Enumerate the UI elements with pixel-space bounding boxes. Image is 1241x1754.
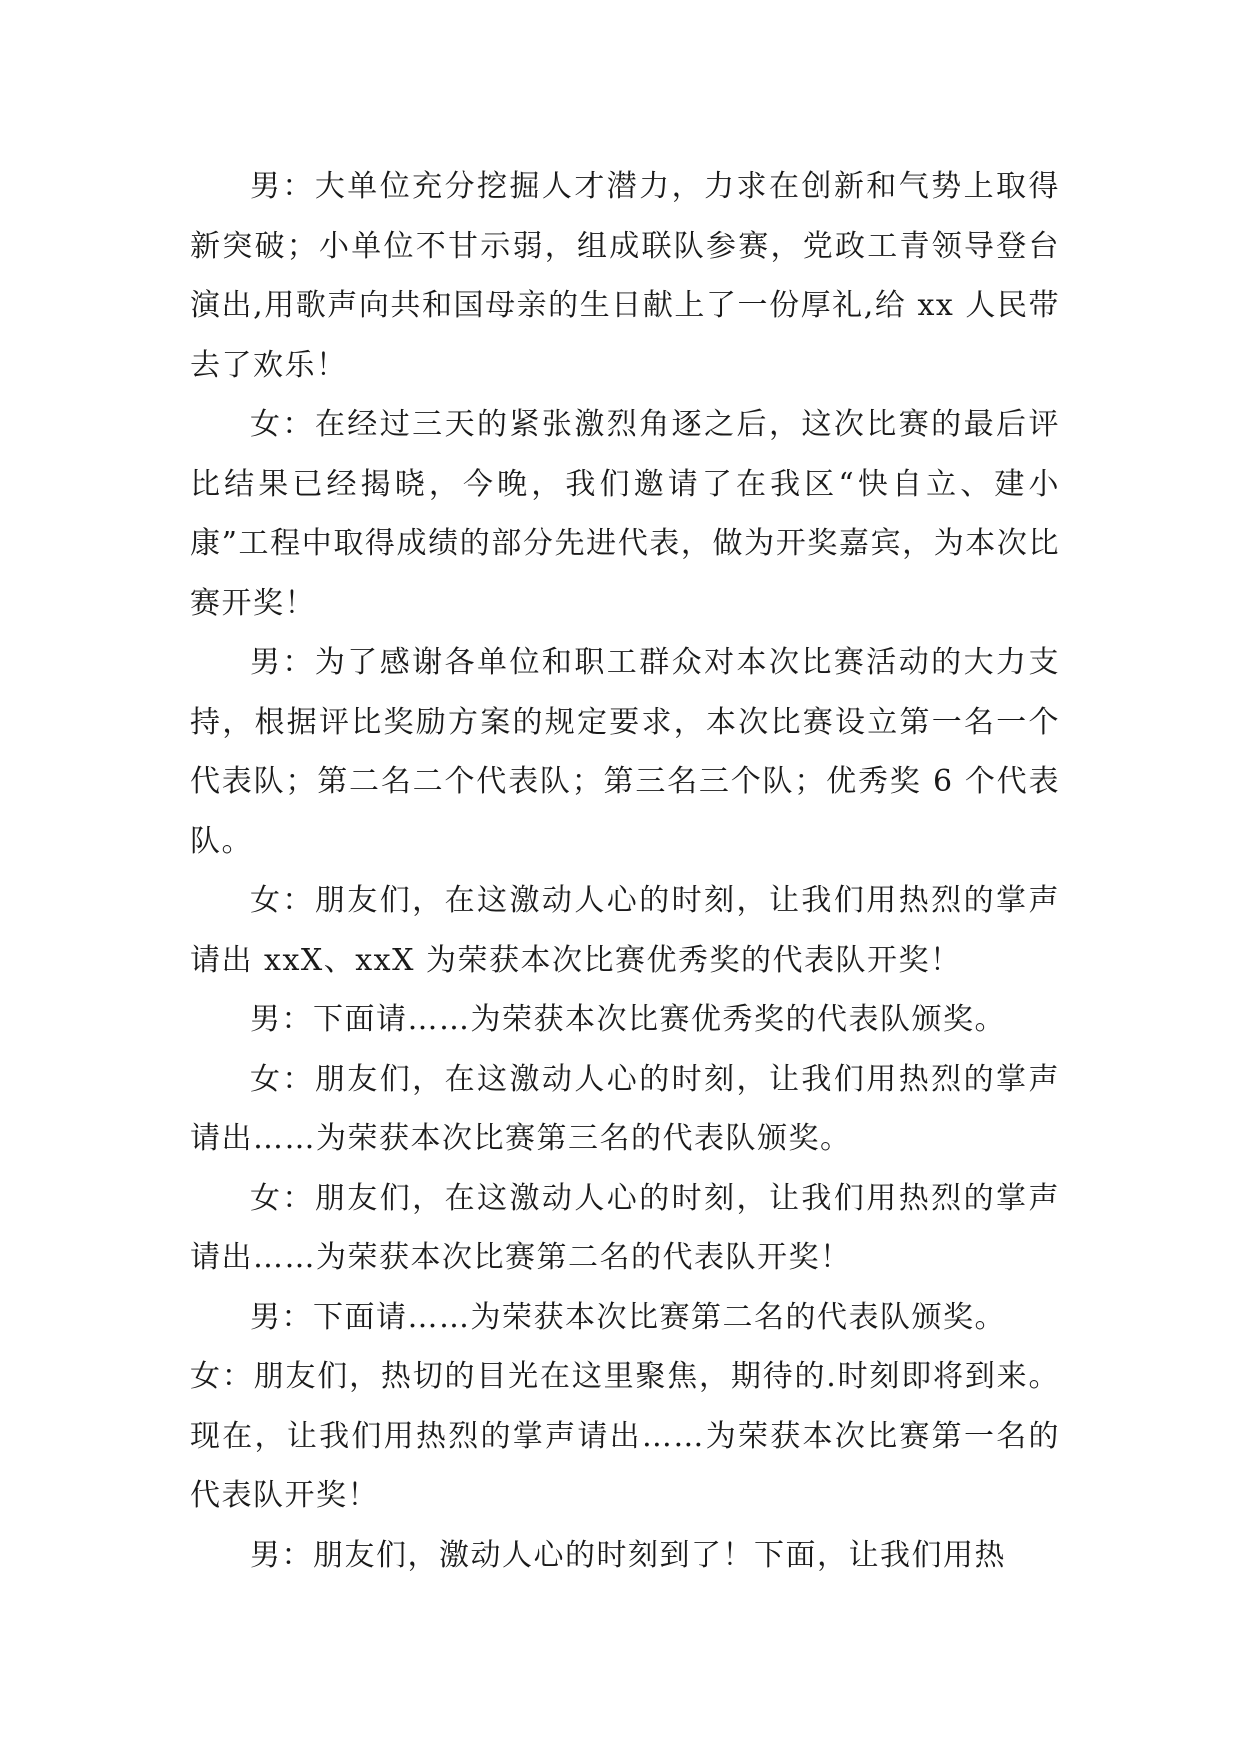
- paragraph-5: 男：下面请……为荣获本次比赛优秀奖的代表队颁奖。: [250, 1002, 1006, 1037]
- paragraph-10: 男：朋友们，激动人心的时刻到了！下面，让我们用热: [250, 1537, 1006, 1573]
- paragraph-2: 女：在经过三天的紧张激烈角逐之后，这次比赛的最后评比结果已经揭晓，今晚，我们邀请了在我区“快自立、建小康”工程中取得成绩的部分先进代表，做为开奖嘉宾，为本次比赛开奖！: [190, 407, 1060, 621]
- paragraph-9: 女：朋友们，热切的目光在这里聚焦，期待的.时刻即将到来。现在，让我们用热烈的掌声请出……为荣获本次比赛第一名的代表队开奖！: [190, 1359, 1060, 1513]
- paragraph-3: 男：为了感谢各单位和职工群众对本次比赛活动的大力支持，根据评比奖励方案的规定要求，本次比赛设立第一名一个代表队；第二名二个代表队；第三名三个队；优秀奖 6 个代表队。: [190, 645, 1060, 859]
- paragraph-7: 女：朋友们，在这激动人心的时刻，让我们用热烈的掌声请出……为荣获本次比赛第二名的代表队开奖！: [190, 1180, 1060, 1275]
- paragraph-6: 女：朋友们，在这激动人心的时刻，让我们用热烈的掌声请出……为荣获本次比赛第三名的代表队颁奖。: [190, 1061, 1060, 1156]
- paragraph-1: 男：大单位充分挖掘人才潜力，力求在创新和气势上取得新突破；小单位不甘示弱，组成联队参赛，党政工青领导登台演出,用歌声向共和国母亲的生日献上了一份厚礼,给 xx 人民带去了欢乐！: [190, 169, 1060, 383]
- paragraph-8: 男：下面请……为荣获本次比赛第二名的代表队颁奖。: [250, 1299, 1006, 1335]
- document-page: [190, 157, 1060, 1585]
- paragraph-4: 女：朋友们，在这激动人心的时刻，让我们用热烈的掌声请出 xxX、xxX 为荣获本次比赛优秀奖的代表队开奖！: [190, 883, 1060, 978]
